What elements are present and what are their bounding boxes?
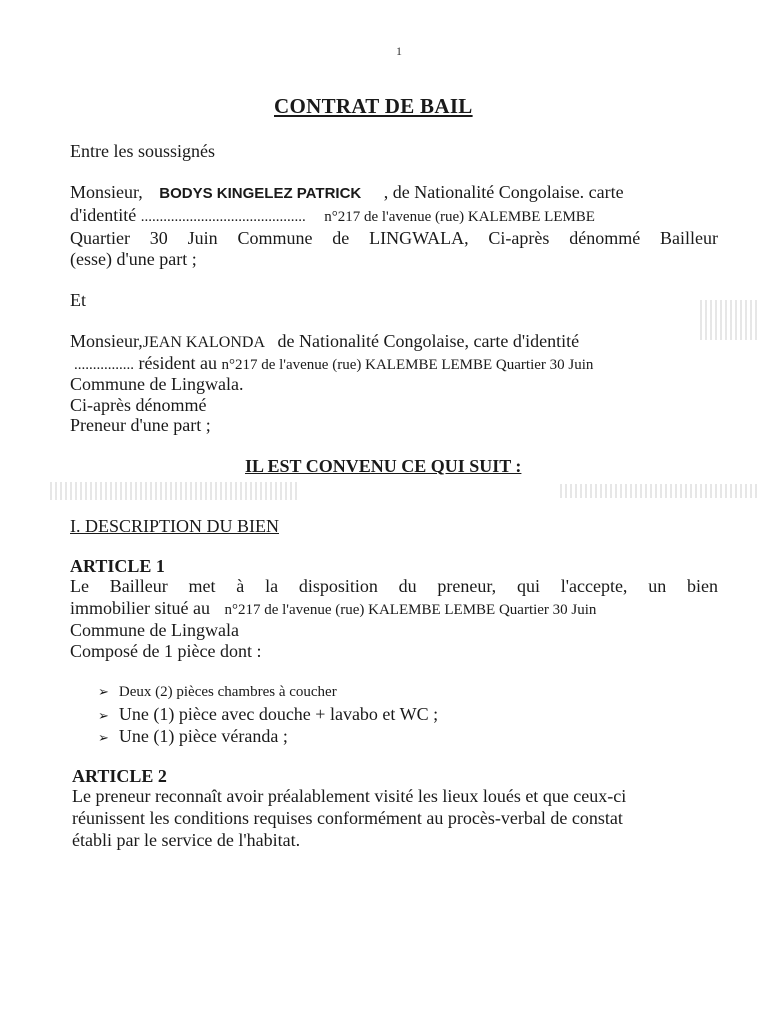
tenant-nationality: de Nationalité Congolaise, carte d'identité xyxy=(277,331,580,351)
lessor-line-4: (esse) d'une part ; xyxy=(70,249,197,269)
lessor-line-1 xyxy=(70,182,624,203)
et-text: Et xyxy=(70,290,86,310)
arrow-bullet-icon: ➢ xyxy=(98,730,109,745)
lessor-name: BODYS KINGELEZ PATRICK xyxy=(159,185,362,202)
article1-address: n°217 de l'avenue (rue) KALEMBE LEMBE Quartier 30 Juin xyxy=(224,602,597,618)
lessor-id-dots: ............................................ xyxy=(140,209,306,225)
arrow-bullet-icon: ➢ xyxy=(98,708,109,723)
article2-line-2: réunissent les conditions requises conformément au procès-verbal de constat xyxy=(72,808,623,828)
tenant-prefix: Monsieur, xyxy=(70,331,143,351)
lessor-line-3: Quartier 30 Juin Commune de LINGWALA, Ci-après dénommé Bailleur xyxy=(70,228,718,248)
article2-heading: ARTICLE 2 xyxy=(72,766,167,786)
lessor-address: n°217 de l'avenue (rue) KALEMBE LEMBE xyxy=(324,209,595,225)
lessor-prefix: Monsieur, xyxy=(70,182,143,202)
article2-line-3: établi par le service de l'habitat. xyxy=(72,830,301,850)
scan-noise xyxy=(700,300,760,340)
article1-line-2 xyxy=(70,598,596,619)
tenant-name: JEAN KALONDA xyxy=(142,334,265,351)
tenant-address: n°217 de l'avenue (rue) KALEMBE LEMBE Quartier 30 Juin xyxy=(221,357,594,373)
lessor-line-2 xyxy=(70,205,595,226)
scan-noise xyxy=(50,482,300,500)
list-item xyxy=(98,704,438,725)
intro-text: Entre les soussignés xyxy=(70,141,215,161)
list-item-text: Une (1) pièce véranda ; xyxy=(118,726,288,746)
tenant-line-2 xyxy=(74,353,593,374)
article1-line-1: Le Bailleur met à la disposition du preneur, qui l'accepte, un bien xyxy=(70,576,718,596)
lessor-nationality: , de Nationalité Congolaise. carte xyxy=(383,182,624,202)
tenant-line-4: Ci-après dénommé xyxy=(70,395,207,415)
convenu-heading: IL EST CONVENU CE QUI SUIT : xyxy=(245,456,522,476)
page-number: 1 xyxy=(396,44,402,58)
article2-line-1: Le preneur reconnaît avoir préalablement visité les lieux loués et que ceux-ci xyxy=(72,786,627,806)
article1-heading: ARTICLE 1 xyxy=(70,556,165,576)
scan-noise xyxy=(560,484,760,498)
list-item xyxy=(98,684,337,701)
lessor-id-label: d'identité xyxy=(70,205,137,225)
list-item xyxy=(98,726,288,747)
arrow-bullet-icon: ➢ xyxy=(98,684,109,699)
tenant-resident: résident au xyxy=(138,353,217,373)
list-item-text: Une (1) pièce avec douche + lavabo et WC ; xyxy=(118,704,439,724)
tenant-line-5: Preneur d'une part ; xyxy=(70,415,211,435)
article1-line-2-prefix: immobilier situé au xyxy=(70,598,210,618)
article1-line-3: Commune de Lingwala xyxy=(70,620,239,640)
document-title: CONTRAT DE BAIL xyxy=(274,94,473,118)
list-item-text: Deux (2) pièces chambres à coucher xyxy=(118,684,337,700)
article1-line-4: Composé de 1 pièce dont : xyxy=(70,641,262,661)
tenant-line-1 xyxy=(70,331,579,352)
tenant-line-3: Commune de Lingwala. xyxy=(70,374,244,394)
section-description-heading: I. DESCRIPTION DU BIEN xyxy=(70,516,279,536)
tenant-id-dots: ................ xyxy=(74,357,134,373)
